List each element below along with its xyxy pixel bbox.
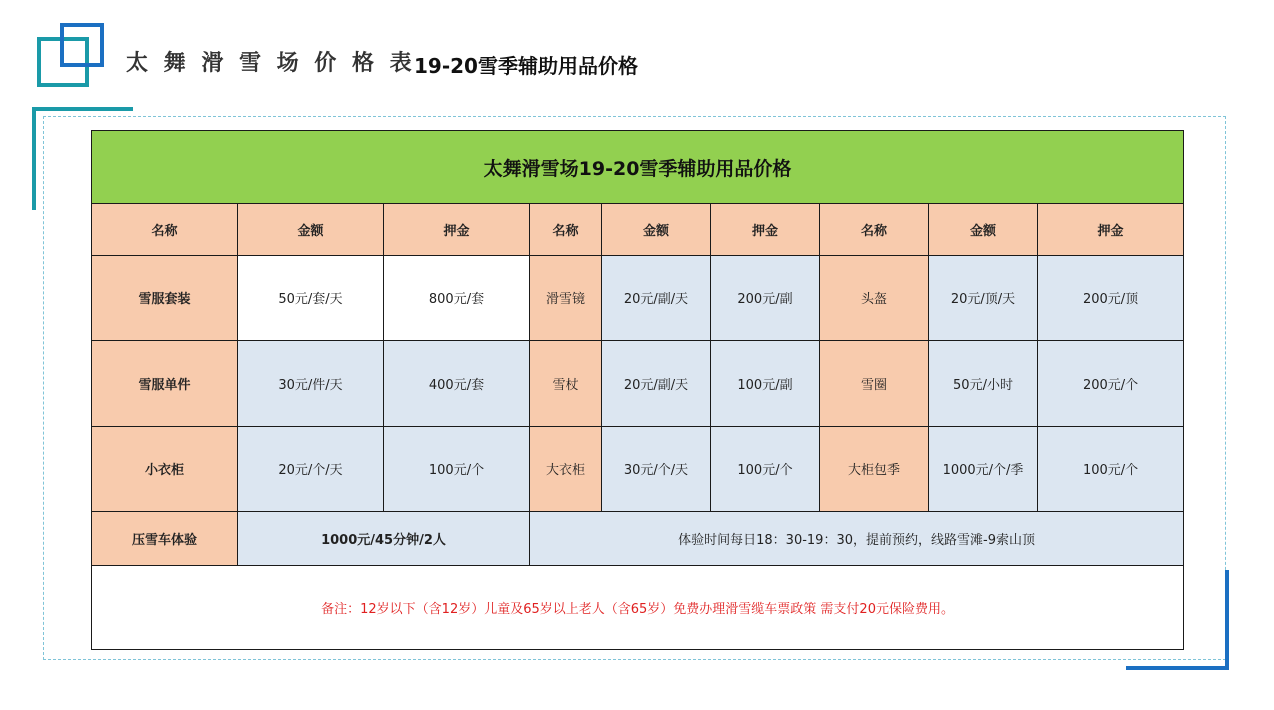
experience-price-cell: 1000元/45分钟/2人 xyxy=(238,512,530,566)
header-cell-deposit: 押金 xyxy=(711,204,820,255)
table-row xyxy=(92,255,1184,340)
deposit-cell: 200元/个 xyxy=(1038,341,1184,426)
table-row xyxy=(92,426,1184,511)
item-name-cell: 雪服套装 xyxy=(92,255,238,340)
table-title: 太舞滑雪场19-20雪季辅助用品价格 xyxy=(92,131,1184,204)
deposit-cell: 200元/顶 xyxy=(1038,255,1184,340)
deposit-cell: 100元/个 xyxy=(1038,426,1184,511)
header-cell-name: 名称 xyxy=(92,204,238,255)
item-name-cell: 大衣柜 xyxy=(530,426,602,511)
item-name-cell: 雪服单件 xyxy=(92,341,238,426)
item-name-cell: 小衣柜 xyxy=(92,426,238,511)
corner-decoration-bottom-right-vertical xyxy=(1225,570,1229,670)
header-cell-deposit: 押金 xyxy=(384,204,530,255)
item-name-cell: 雪杖 xyxy=(530,341,602,426)
price-cell: 30元/个/天 xyxy=(602,426,711,511)
experience-row xyxy=(92,512,1184,566)
item-name-cell: 滑雪镜 xyxy=(530,255,602,340)
item-name-cell: 大柜包季 xyxy=(820,426,929,511)
experience-name-cell: 压雪车体验 xyxy=(92,512,238,566)
header-cell-name: 名称 xyxy=(530,204,602,255)
price-cell: 20元/副/天 xyxy=(602,341,711,426)
header-cell-price: 金额 xyxy=(238,204,384,255)
deposit-cell: 200元/副 xyxy=(711,255,820,340)
price-cell: 20元/副/天 xyxy=(602,255,711,340)
note-cell: 备注：12岁以下（含12岁）儿童及65岁以上老人（含65岁）免费办理滑雪缆车票政策 需支付20元保险费用。 xyxy=(92,566,1184,650)
deposit-cell: 100元/个 xyxy=(384,426,530,511)
logo-square-blue xyxy=(60,23,104,67)
corner-decoration-top-left xyxy=(32,107,133,111)
header-cell-price: 金额 xyxy=(929,204,1038,255)
page-subtitle: 19-20雪季辅助用品价格 xyxy=(414,54,638,78)
table-header-row xyxy=(92,204,1184,255)
price-cell: 1000元/个/季 xyxy=(929,426,1038,511)
price-cell: 50元/套/天 xyxy=(238,255,384,340)
header-cell-price: 金额 xyxy=(602,204,711,255)
deposit-cell: 100元/个 xyxy=(711,426,820,511)
deposit-cell: 100元/副 xyxy=(711,341,820,426)
item-name-cell: 头盔 xyxy=(820,255,929,340)
header-cell-name: 名称 xyxy=(820,204,929,255)
price-cell: 20元/个/天 xyxy=(238,426,384,511)
price-table xyxy=(91,130,1184,650)
deposit-cell: 400元/套 xyxy=(384,341,530,426)
experience-info-cell: 体验时间每日18：30-19：30，提前预约，线路雪滩-9索山顶 xyxy=(530,512,1184,566)
table-row xyxy=(92,341,1184,426)
price-cell: 50元/小时 xyxy=(929,341,1038,426)
deposit-cell: 800元/套 xyxy=(384,255,530,340)
price-cell: 20元/顶/天 xyxy=(929,255,1038,340)
price-cell: 30元/件/天 xyxy=(238,341,384,426)
corner-decoration-bottom-right xyxy=(1126,666,1229,670)
header-cell-deposit: 押金 xyxy=(1038,204,1184,255)
page-title: 太 舞 滑 雪 场 价 格 表 xyxy=(126,51,416,76)
item-name-cell: 雪圈 xyxy=(820,341,929,426)
corner-decoration-top-left-vertical xyxy=(32,107,36,210)
